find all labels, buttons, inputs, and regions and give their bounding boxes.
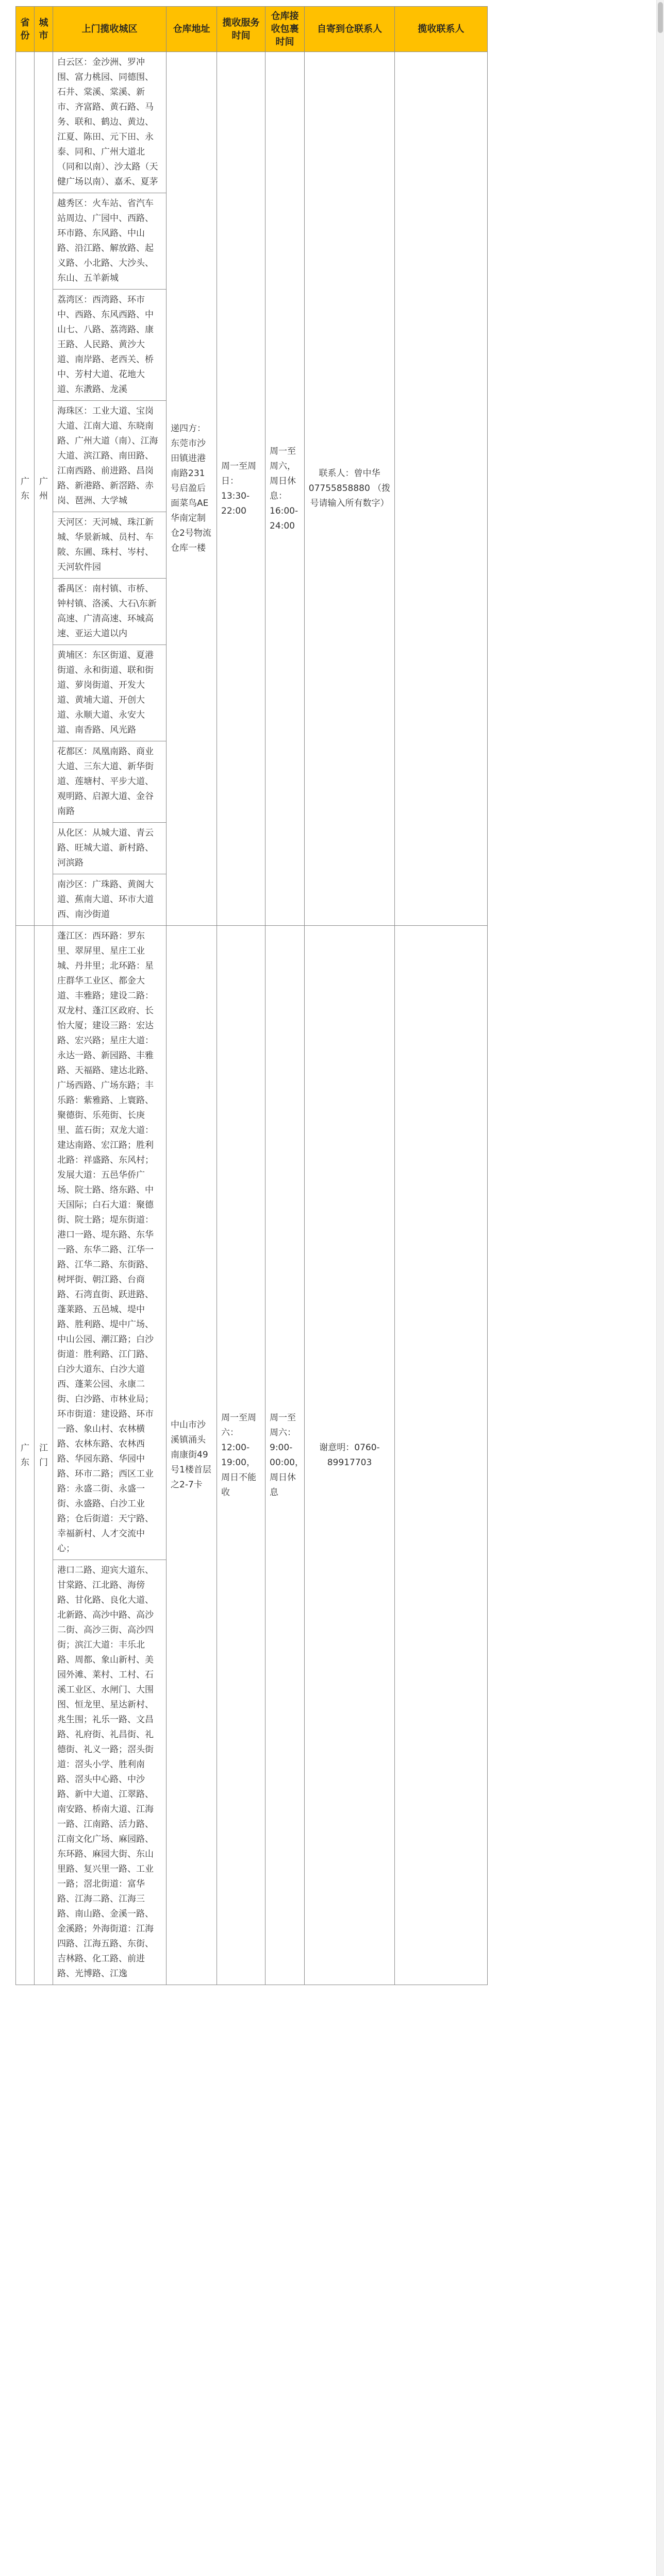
header-self-contact: 自寄到仓联系人 — [305, 7, 395, 52]
page-scrollbar[interactable] — [656, 0, 664, 2576]
table-row — [16, 926, 488, 1985]
receive-time-cell: 周一至周六，周日休息：16:00-24:00 — [265, 52, 305, 926]
pickup-contact-cell — [395, 926, 488, 1985]
district-list — [53, 926, 166, 1985]
header-receive-time: 仓库接收包裹时间 — [265, 7, 305, 52]
district-item: 花都区：凤凰南路、商业大道、三东大道、新华街道、莲塘村、平步大道、观明路、启源大道、金谷南路 — [53, 741, 166, 823]
header-city: 城市 — [35, 7, 53, 52]
district-item: 黄埔区：东区街道、夏港街道、永和街道、联和街道、萝岗街道、开发大道、黄埔大道、开创大道、永顺大道、永安大道、南香路、风光路 — [53, 645, 166, 741]
district-item: 南沙区：广珠路、黄阁大道、蕉南大道、环市大道西、南沙街道 — [57, 879, 154, 920]
province-cell: 广东 — [16, 52, 35, 926]
pickup-time-cell: 周一至周日：13:30-22:00 — [217, 52, 265, 926]
warehouse-cell: 中山市沙溪镇涌头南康街49号1楼首层之2-7卡 — [167, 926, 217, 1985]
district-item: 白云区：金沙洲、罗冲围、富力桃园、同德围、石井、棠溪、棠溪、新市、齐富路、黄石路、马务、联和、鹤边、黄边、江夏、陈田、元下田、永泰、同和、广州大道北（同和以南）、沙太路（天健广场以南）、嘉禾、夏茅 — [53, 52, 166, 193]
district-item: 港口二路、迎宾大道东、甘棠路、江北路、海傍路、甘化路、良化大道、北新路、高沙中路、高沙二街、高沙三街、高沙四街；滨江大道：丰乐北路、周都、象山新村、美园外滩、莱村、工村、石溪工业区、水闸门、大围图、恒龙里、星达新村、兆生围；礼乐一路、文昌路、礼府街、礼昌街、礼德街、礼义一路；滘头街道：滘头小学、胜利南路、滘头中心路、中沙路、新中大道、江翠路、南安路、桥南大道、江海一路、江南路、活力路、江南文化广场、麻园路、东环路、麻园大街、东山里路、复兴里一路、工业一路；滘北街道：富华路、江海二路、江海三路、南山路、金溪一路、金溪路；外海街道：江海四路、江海五路、东街、吉林路、化工路、前进路、光博路、江逸 — [57, 1565, 154, 1979]
districts-cell — [53, 926, 167, 1985]
district-item: 蓬江区：西环路：罗东里、翠屏里、星庄工业城、丹井里；北环路：星庄群华工业区、都金大道、丰雅路；建设二路：双龙村、蓬江区政府、长怡大厦；建设三路：宏达路、宏兴路；星庄大道：永达一路、新园路、丰雅路、天福路、建达北路、广场西路、广场东路；丰乐路：紫雅路、上寰路、聚德街、乐苑街、长庚里、蓝石街；双龙大道：建达南路、宏江路；胜利北路：祥盛路、东风村；发展大道：五邑华侨广场、院士路、络东路、中天国际；白石大道：聚德街、院士路；堤东街道：港口一路、堤东路、东华一路、东华二路、江华一路、江华二路、东街路、树坪街、朝江路、台商路、石湾直街、跃进路、蓬莱路、五邑城、堤中路、胜利路、堤中广场、中山公园、潮江路；白沙街道：胜利路、江门路、白沙大道东、白沙大道西、蓬莱公园、永康二街、白沙路、市林业局；环市街道：建设路、环市一路、象山村、农林横路、农林东路、农林西路、华园东路、华园中路、环市二路；西区工业路：永盛二街、永盛一街、永盛路、白沙工业路；仓后街道：天宁路、幸福新村、人才交流中心； — [53, 926, 166, 1560]
warehouse-cell: 递四方：东莞市沙田镇进港南路231号启盈后面菜鸟AE华南定制仓2号物流仓库一楼 — [167, 52, 217, 926]
header-warehouse: 仓库地址 — [167, 7, 217, 52]
table-row — [16, 52, 488, 926]
district-item: 从化区：从城大道、青云路、旺城大道、新村路、河滨路 — [53, 823, 166, 874]
pickup-time-cell: 周一至周六：12:00-19:00，周日不能收 — [217, 926, 265, 1985]
self-contact-cell: 谢意明：0760-89917703 — [305, 926, 395, 1985]
city-cell: 广州 — [35, 52, 53, 926]
district-item: 天河区：天河城、珠江新城、华景新城、员村、车陂、东圃、珠村、岑村、天河软件园 — [53, 512, 166, 579]
district-item: 荔湾区：西湾路、环市中、西路、东风西路、中山七、八路、荔湾路、康王路、人民路、黄沙大道、南岸路、老西关、桥中、芳村大道、花地大道、东漖路、龙溪 — [53, 290, 166, 401]
receive-time-cell: 周一至周六：9:00-00:00，周日休息 — [265, 926, 305, 1985]
district-item: 越秀区：火车站、省汽车站周边、广园中、西路、环市路、东风路、中山路、沿江路、解放路、起义路、小北路、大沙头、东山、五羊新城 — [53, 193, 166, 290]
district-item: 番禺区：南村镇、市桥、钟村镇、洛溪、大石\东新高速、广清高速、环城高速、亚运大道以内 — [53, 579, 166, 645]
province-cell: 广东 — [16, 926, 35, 1985]
pickup-contact-cell — [395, 52, 488, 926]
district-list — [53, 52, 166, 925]
district-item: 海珠区：工业大道、宝岗大道、江南大道、东晓南路、广州大道（南）、江海大道、滨江路、南田路、江南西路、前进路、昌岗路、新港路、新滘路、赤岗、琶洲、大学城 — [53, 401, 166, 512]
header-pickup-time: 揽收服务时间 — [217, 7, 265, 52]
header-pickup-contact: 揽收联系人 — [395, 7, 488, 52]
scrollbar-thumb[interactable] — [658, 2, 663, 33]
header-districts: 上门揽收城区 — [53, 7, 167, 52]
header-province: 省份 — [16, 7, 35, 52]
districts-cell — [53, 52, 167, 926]
city-cell: 江门 — [35, 926, 53, 1985]
table-header-row — [16, 7, 488, 52]
self-contact-cell: 联系人：曾中华 07755858880 （拨号请输入所有数字） — [305, 52, 395, 926]
pickup-table — [15, 6, 488, 1985]
